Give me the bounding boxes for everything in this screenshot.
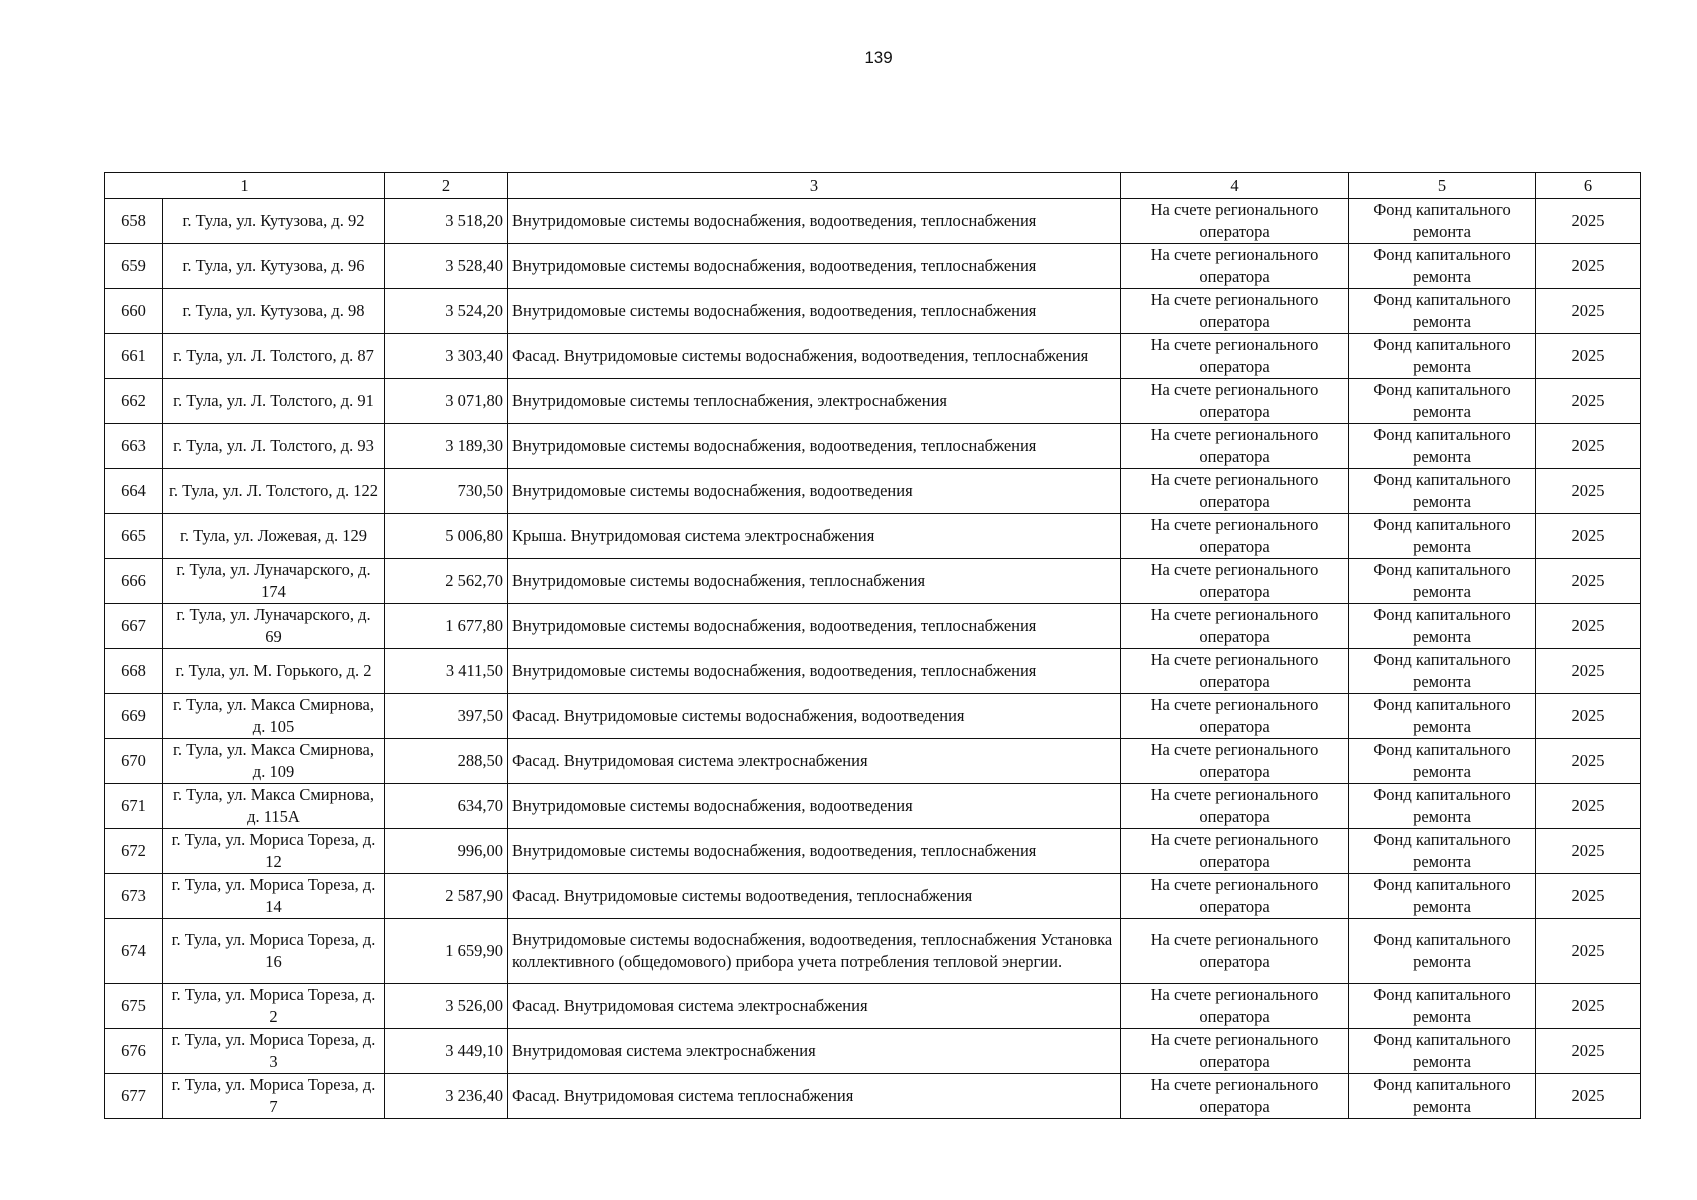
account-cell: На счете регионального оператора [1121, 199, 1349, 244]
account-cell: На счете регионального оператора [1121, 829, 1349, 874]
work-type-cell: Внутридомовые системы водоснабжения, водоотведения, теплоснабжения [508, 829, 1121, 874]
work-type-cell: Фасад. Внутридомовая система электроснабжения [508, 984, 1121, 1029]
year-cell: 2025 [1536, 379, 1641, 424]
area-cell: 2 587,90 [385, 874, 508, 919]
funding-source-cell: Фонд капитального ремонта [1349, 289, 1536, 334]
table-row [105, 874, 1641, 919]
row-number: 674 [105, 919, 163, 984]
area-cell: 3 303,40 [385, 334, 508, 379]
table-row [105, 379, 1641, 424]
header-cell: 5 [1349, 173, 1536, 199]
work-type-cell: Внутридомовые системы водоснабжения, водоотведения [508, 469, 1121, 514]
area-cell: 1 677,80 [385, 604, 508, 649]
year-cell: 2025 [1536, 829, 1641, 874]
work-type-cell: Фасад. Внутридомовая система электроснабжения [508, 739, 1121, 784]
row-number: 663 [105, 424, 163, 469]
table-row [105, 649, 1641, 694]
work-type-cell: Фасад. Внутридомовые системы водоснабжения, водоотведения, теплоснабжения [508, 334, 1121, 379]
funding-source-cell: Фонд капитального ремонта [1349, 1029, 1536, 1074]
funding-source-cell: Фонд капитального ремонта [1349, 919, 1536, 984]
table-row [105, 984, 1641, 1029]
work-type-cell: Внутридомовые системы водоснабжения, водоотведения, теплоснабжения [508, 244, 1121, 289]
row-number: 666 [105, 559, 163, 604]
area-cell: 3 236,40 [385, 1074, 508, 1119]
row-number: 662 [105, 379, 163, 424]
funding-source-cell: Фонд капитального ремонта [1349, 559, 1536, 604]
work-type-cell: Внутридомовые системы водоснабжения, водоотведения, теплоснабжения [508, 424, 1121, 469]
row-number: 676 [105, 1029, 163, 1074]
address-cell: г. Тула, ул. М. Горького, д. 2 [163, 649, 385, 694]
year-cell: 2025 [1536, 334, 1641, 379]
row-number: 658 [105, 199, 163, 244]
address-cell: г. Тула, ул. Кутузова, д. 98 [163, 289, 385, 334]
address-cell: г. Тула, ул. Кутузова, д. 96 [163, 244, 385, 289]
year-cell: 2025 [1536, 424, 1641, 469]
year-cell: 2025 [1536, 604, 1641, 649]
funding-source-cell: Фонд капитального ремонта [1349, 829, 1536, 874]
year-cell: 2025 [1536, 1074, 1641, 1119]
year-cell: 2025 [1536, 649, 1641, 694]
area-cell: 3 189,30 [385, 424, 508, 469]
work-type-cell: Внутридомовые системы водоснабжения, теплоснабжения [508, 559, 1121, 604]
area-cell: 3 411,50 [385, 649, 508, 694]
table-row [105, 739, 1641, 784]
area-cell: 996,00 [385, 829, 508, 874]
row-number: 675 [105, 984, 163, 1029]
row-number: 659 [105, 244, 163, 289]
account-cell: На счете регионального оператора [1121, 469, 1349, 514]
area-cell: 397,50 [385, 694, 508, 739]
account-cell: На счете регионального оператора [1121, 559, 1349, 604]
address-cell: г. Тула, ул. Макса Смирнова, д. 105 [163, 694, 385, 739]
table-row [105, 289, 1641, 334]
year-cell: 2025 [1536, 289, 1641, 334]
work-type-cell: Внутридомовая система электроснабжения [508, 1029, 1121, 1074]
account-cell: На счете регионального оператора [1121, 379, 1349, 424]
row-number: 673 [105, 874, 163, 919]
table-row [105, 919, 1641, 984]
table-row [105, 1029, 1641, 1074]
table-row [105, 199, 1641, 244]
table-row [105, 424, 1641, 469]
funding-source-cell: Фонд капитального ремонта [1349, 1074, 1536, 1119]
row-number: 677 [105, 1074, 163, 1119]
year-cell: 2025 [1536, 199, 1641, 244]
year-cell: 2025 [1536, 919, 1641, 984]
table-row [105, 514, 1641, 559]
work-type-cell: Фасад. Внутридомовая система теплоснабжения [508, 1074, 1121, 1119]
header-cell: 6 [1536, 173, 1641, 199]
account-cell: На счете регионального оператора [1121, 1074, 1349, 1119]
area-cell: 3 528,40 [385, 244, 508, 289]
table-row [105, 334, 1641, 379]
year-cell: 2025 [1536, 514, 1641, 559]
table-row [105, 559, 1641, 604]
account-cell: На счете регионального оператора [1121, 604, 1349, 649]
address-cell: г. Тула, ул. Мориса Тореза, д. 12 [163, 829, 385, 874]
funding-source-cell: Фонд капитального ремонта [1349, 244, 1536, 289]
funding-source-cell: Фонд капитального ремонта [1349, 469, 1536, 514]
account-cell: На счете регионального оператора [1121, 514, 1349, 559]
account-cell: На счете регионального оператора [1121, 739, 1349, 784]
address-cell: г. Тула, ул. Макса Смирнова, д. 115А [163, 784, 385, 829]
address-cell: г. Тула, ул. Ложевая, д. 129 [163, 514, 385, 559]
year-cell: 2025 [1536, 874, 1641, 919]
address-cell: г. Тула, ул. Мориса Тореза, д. 14 [163, 874, 385, 919]
address-cell: г. Тула, ул. Кутузова, д. 92 [163, 199, 385, 244]
work-type-cell: Внутридомовые системы водоснабжения, водоотведения, теплоснабжения Установка коллективного (общедомового) прибора учета потребления тепловой энергии. [508, 919, 1121, 984]
address-cell: г. Тула, ул. Макса Смирнова, д. 109 [163, 739, 385, 784]
work-type-cell: Внутридомовые системы водоснабжения, водоотведения, теплоснабжения [508, 289, 1121, 334]
row-number: 660 [105, 289, 163, 334]
funding-source-cell: Фонд капитального ремонта [1349, 604, 1536, 649]
area-cell: 3 071,80 [385, 379, 508, 424]
address-cell: г. Тула, ул. Мориса Тореза, д. 16 [163, 919, 385, 984]
address-cell: г. Тула, ул. Л. Толстого, д. 87 [163, 334, 385, 379]
account-cell: На счете регионального оператора [1121, 694, 1349, 739]
area-cell: 3 524,20 [385, 289, 508, 334]
header-cell: 3 [508, 173, 1121, 199]
work-type-cell: Внутридомовые системы водоснабжения, водоотведения, теплоснабжения [508, 649, 1121, 694]
funding-source-cell: Фонд капитального ремонта [1349, 984, 1536, 1029]
funding-source-cell: Фонд капитального ремонта [1349, 514, 1536, 559]
table-row [105, 604, 1641, 649]
funding-source-cell: Фонд капитального ремонта [1349, 424, 1536, 469]
funding-source-cell: Фонд капитального ремонта [1349, 334, 1536, 379]
funding-source-cell: Фонд капитального ремонта [1349, 199, 1536, 244]
header-cell: 2 [385, 173, 508, 199]
account-cell: На счете регионального оператора [1121, 649, 1349, 694]
year-cell: 2025 [1536, 559, 1641, 604]
area-cell: 3 526,00 [385, 984, 508, 1029]
year-cell: 2025 [1536, 984, 1641, 1029]
row-number: 667 [105, 604, 163, 649]
area-cell: 5 006,80 [385, 514, 508, 559]
work-type-cell: Внутридомовые системы водоснабжения, водоотведения, теплоснабжения [508, 199, 1121, 244]
area-cell: 1 659,90 [385, 919, 508, 984]
work-type-cell: Внутридомовые системы теплоснабжения, электроснабжения [508, 379, 1121, 424]
table-row [105, 784, 1641, 829]
work-type-cell: Фасад. Внутридомовые системы водоснабжения, водоотведения [508, 694, 1121, 739]
capital-repair-table [104, 172, 1641, 1119]
address-cell: г. Тула, ул. Л. Толстого, д. 122 [163, 469, 385, 514]
work-type-cell: Внутридомовые системы водоснабжения, водоотведения [508, 784, 1121, 829]
area-cell: 288,50 [385, 739, 508, 784]
account-cell: На счете регионального оператора [1121, 874, 1349, 919]
area-cell: 3 449,10 [385, 1029, 508, 1074]
address-cell: г. Тула, ул. Мориса Тореза, д. 3 [163, 1029, 385, 1074]
area-cell: 634,70 [385, 784, 508, 829]
year-cell: 2025 [1536, 739, 1641, 784]
address-cell: г. Тула, ул. Л. Толстого, д. 91 [163, 379, 385, 424]
header-cell: 4 [1121, 173, 1349, 199]
funding-source-cell: Фонд капитального ремонта [1349, 649, 1536, 694]
row-number: 661 [105, 334, 163, 379]
area-cell: 3 518,20 [385, 199, 508, 244]
funding-source-cell: Фонд капитального ремонта [1349, 694, 1536, 739]
year-cell: 2025 [1536, 694, 1641, 739]
year-cell: 2025 [1536, 244, 1641, 289]
funding-source-cell: Фонд капитального ремонта [1349, 784, 1536, 829]
table-header-row [105, 173, 1641, 199]
account-cell: На счете регионального оператора [1121, 784, 1349, 829]
area-cell: 730,50 [385, 469, 508, 514]
funding-source-cell: Фонд капитального ремонта [1349, 739, 1536, 784]
table-row [105, 829, 1641, 874]
row-number: 670 [105, 739, 163, 784]
row-number: 664 [105, 469, 163, 514]
funding-source-cell: Фонд капитального ремонта [1349, 379, 1536, 424]
header-cell: 1 [105, 173, 385, 199]
row-number: 671 [105, 784, 163, 829]
row-number: 672 [105, 829, 163, 874]
table-row [105, 694, 1641, 739]
work-type-cell: Внутридомовые системы водоснабжения, водоотведения, теплоснабжения [508, 604, 1121, 649]
row-number: 668 [105, 649, 163, 694]
row-number: 665 [105, 514, 163, 559]
area-cell: 2 562,70 [385, 559, 508, 604]
table-row [105, 469, 1641, 514]
year-cell: 2025 [1536, 1029, 1641, 1074]
year-cell: 2025 [1536, 469, 1641, 514]
address-cell: г. Тула, ул. Мориса Тореза, д. 7 [163, 1074, 385, 1119]
year-cell: 2025 [1536, 784, 1641, 829]
account-cell: На счете регионального оператора [1121, 334, 1349, 379]
funding-source-cell: Фонд капитального ремонта [1349, 874, 1536, 919]
work-type-cell: Фасад. Внутридомовые системы водоотведения, теплоснабжения [508, 874, 1121, 919]
table-row [105, 1074, 1641, 1119]
account-cell: На счете регионального оператора [1121, 1029, 1349, 1074]
work-type-cell: Крыша. Внутридомовая система электроснабжения [508, 514, 1121, 559]
table-row [105, 244, 1641, 289]
account-cell: На счете регионального оператора [1121, 919, 1349, 984]
page-number: 139 [864, 48, 893, 67]
address-cell: г. Тула, ул. Мориса Тореза, д. 2 [163, 984, 385, 1029]
account-cell: На счете регионального оператора [1121, 424, 1349, 469]
account-cell: На счете регионального оператора [1121, 289, 1349, 334]
address-cell: г. Тула, ул. Луначарского, д. 174 [163, 559, 385, 604]
address-cell: г. Тула, ул. Л. Толстого, д. 93 [163, 424, 385, 469]
account-cell: На счете регионального оператора [1121, 244, 1349, 289]
row-number: 669 [105, 694, 163, 739]
account-cell: На счете регионального оператора [1121, 984, 1349, 1029]
address-cell: г. Тула, ул. Луначарского, д. 69 [163, 604, 385, 649]
